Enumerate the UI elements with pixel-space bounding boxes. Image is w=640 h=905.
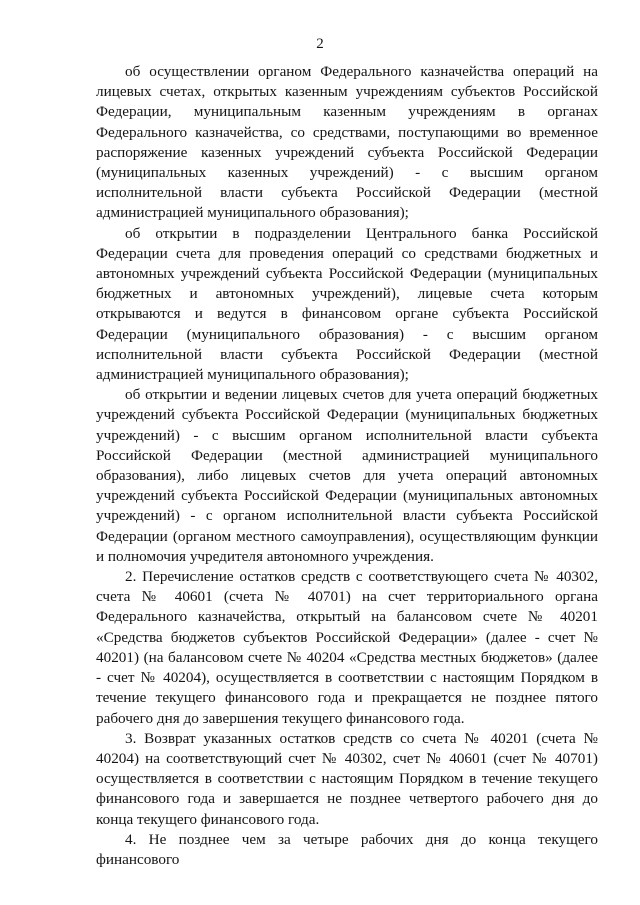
paragraph-central-bank-account: об открытии в подразделении Центрального банка Российской Федерации счета для проведения операций со средствами бюджетных и автономных учреждений субъекта Российской Федерации (муниципальных бюджетных и автономных учреждений), лицевые счета которым открываются и ведутся в финансовом органе субъекта Российской Федерации (муниципального образования) - с высшим органом исполнительной власти субъекта Российской Федерации (местной администрацией муниципального образования);	[96, 224, 598, 384]
paragraph-personal-accounts: об открытии и ведении лицевых счетов для учета операций бюджетных учреждений субъекта Российской Федерации (муниципальных бюджетных учреждений) - с высшим органом исполнительной власти субъекта Российской Федерации (местной администрацией муниципального образования), либо лицевых счетов для учета операций автономных учреждений субъекта Российской Федерации (муниципальных автономных учреждений) - с органом исполнительной власти субъекта Российской Федерации (органом местного самоуправления), осуществляющим функции и полномочия учредителя автономного учреждения.	[96, 386, 598, 565]
paragraph-item-4: 4. Не позднее чем за четыре рабочих дня до конца текущего финансового	[96, 830, 598, 868]
paragraph-item-3: 3. Возврат указанных остатков средств со счета № 40201 (счета № 40204) на соответствующий счет № 40302, счет № 40601 (счет № 40701) осуществляется в соответствии с настоящим Порядком в течение текущего финансового года и завершается не позднее четвертого рабочего дня до конца текущего финансового года.	[96, 729, 598, 828]
page-number: 2	[316, 36, 324, 52]
paragraph-item-2: 2. Перечисление остатков средств с соответствующего счета № 40302, счета № 40601 (счета № 40701) на счет территориального органа Федерального казначейства, открытый на балансовом счете № 40201 «Средства бюджетов субъектов Российской Федерации» (далее - счет № 40201) (на балансовом счете № 40204 «Средства местных бюджетов» (далее - счет № 40204), осуществляется в соответствии с настоящим Порядком в течение текущего финансового года и прекращается не позднее пятого рабочего дня до завершения текущего финансового года.	[96, 568, 598, 727]
paragraph-treasury-operations: об осуществлении органом Федерального казначейства операций на лицевых счетах, открытых казенным учреждениям субъектов Российской Федерации, муниципальным казенным учреждениям в органах Федерального казначейства, со средствами, поступающими во временное распоряжение казенных учреждений субъекта Российской Федерации (муниципальных казенных учреждений) - с высшим органом исполнительной власти субъекта Российской Федерации (местной администрацией муниципального образования);	[96, 63, 598, 222]
document-body	[96, 62, 598, 870]
